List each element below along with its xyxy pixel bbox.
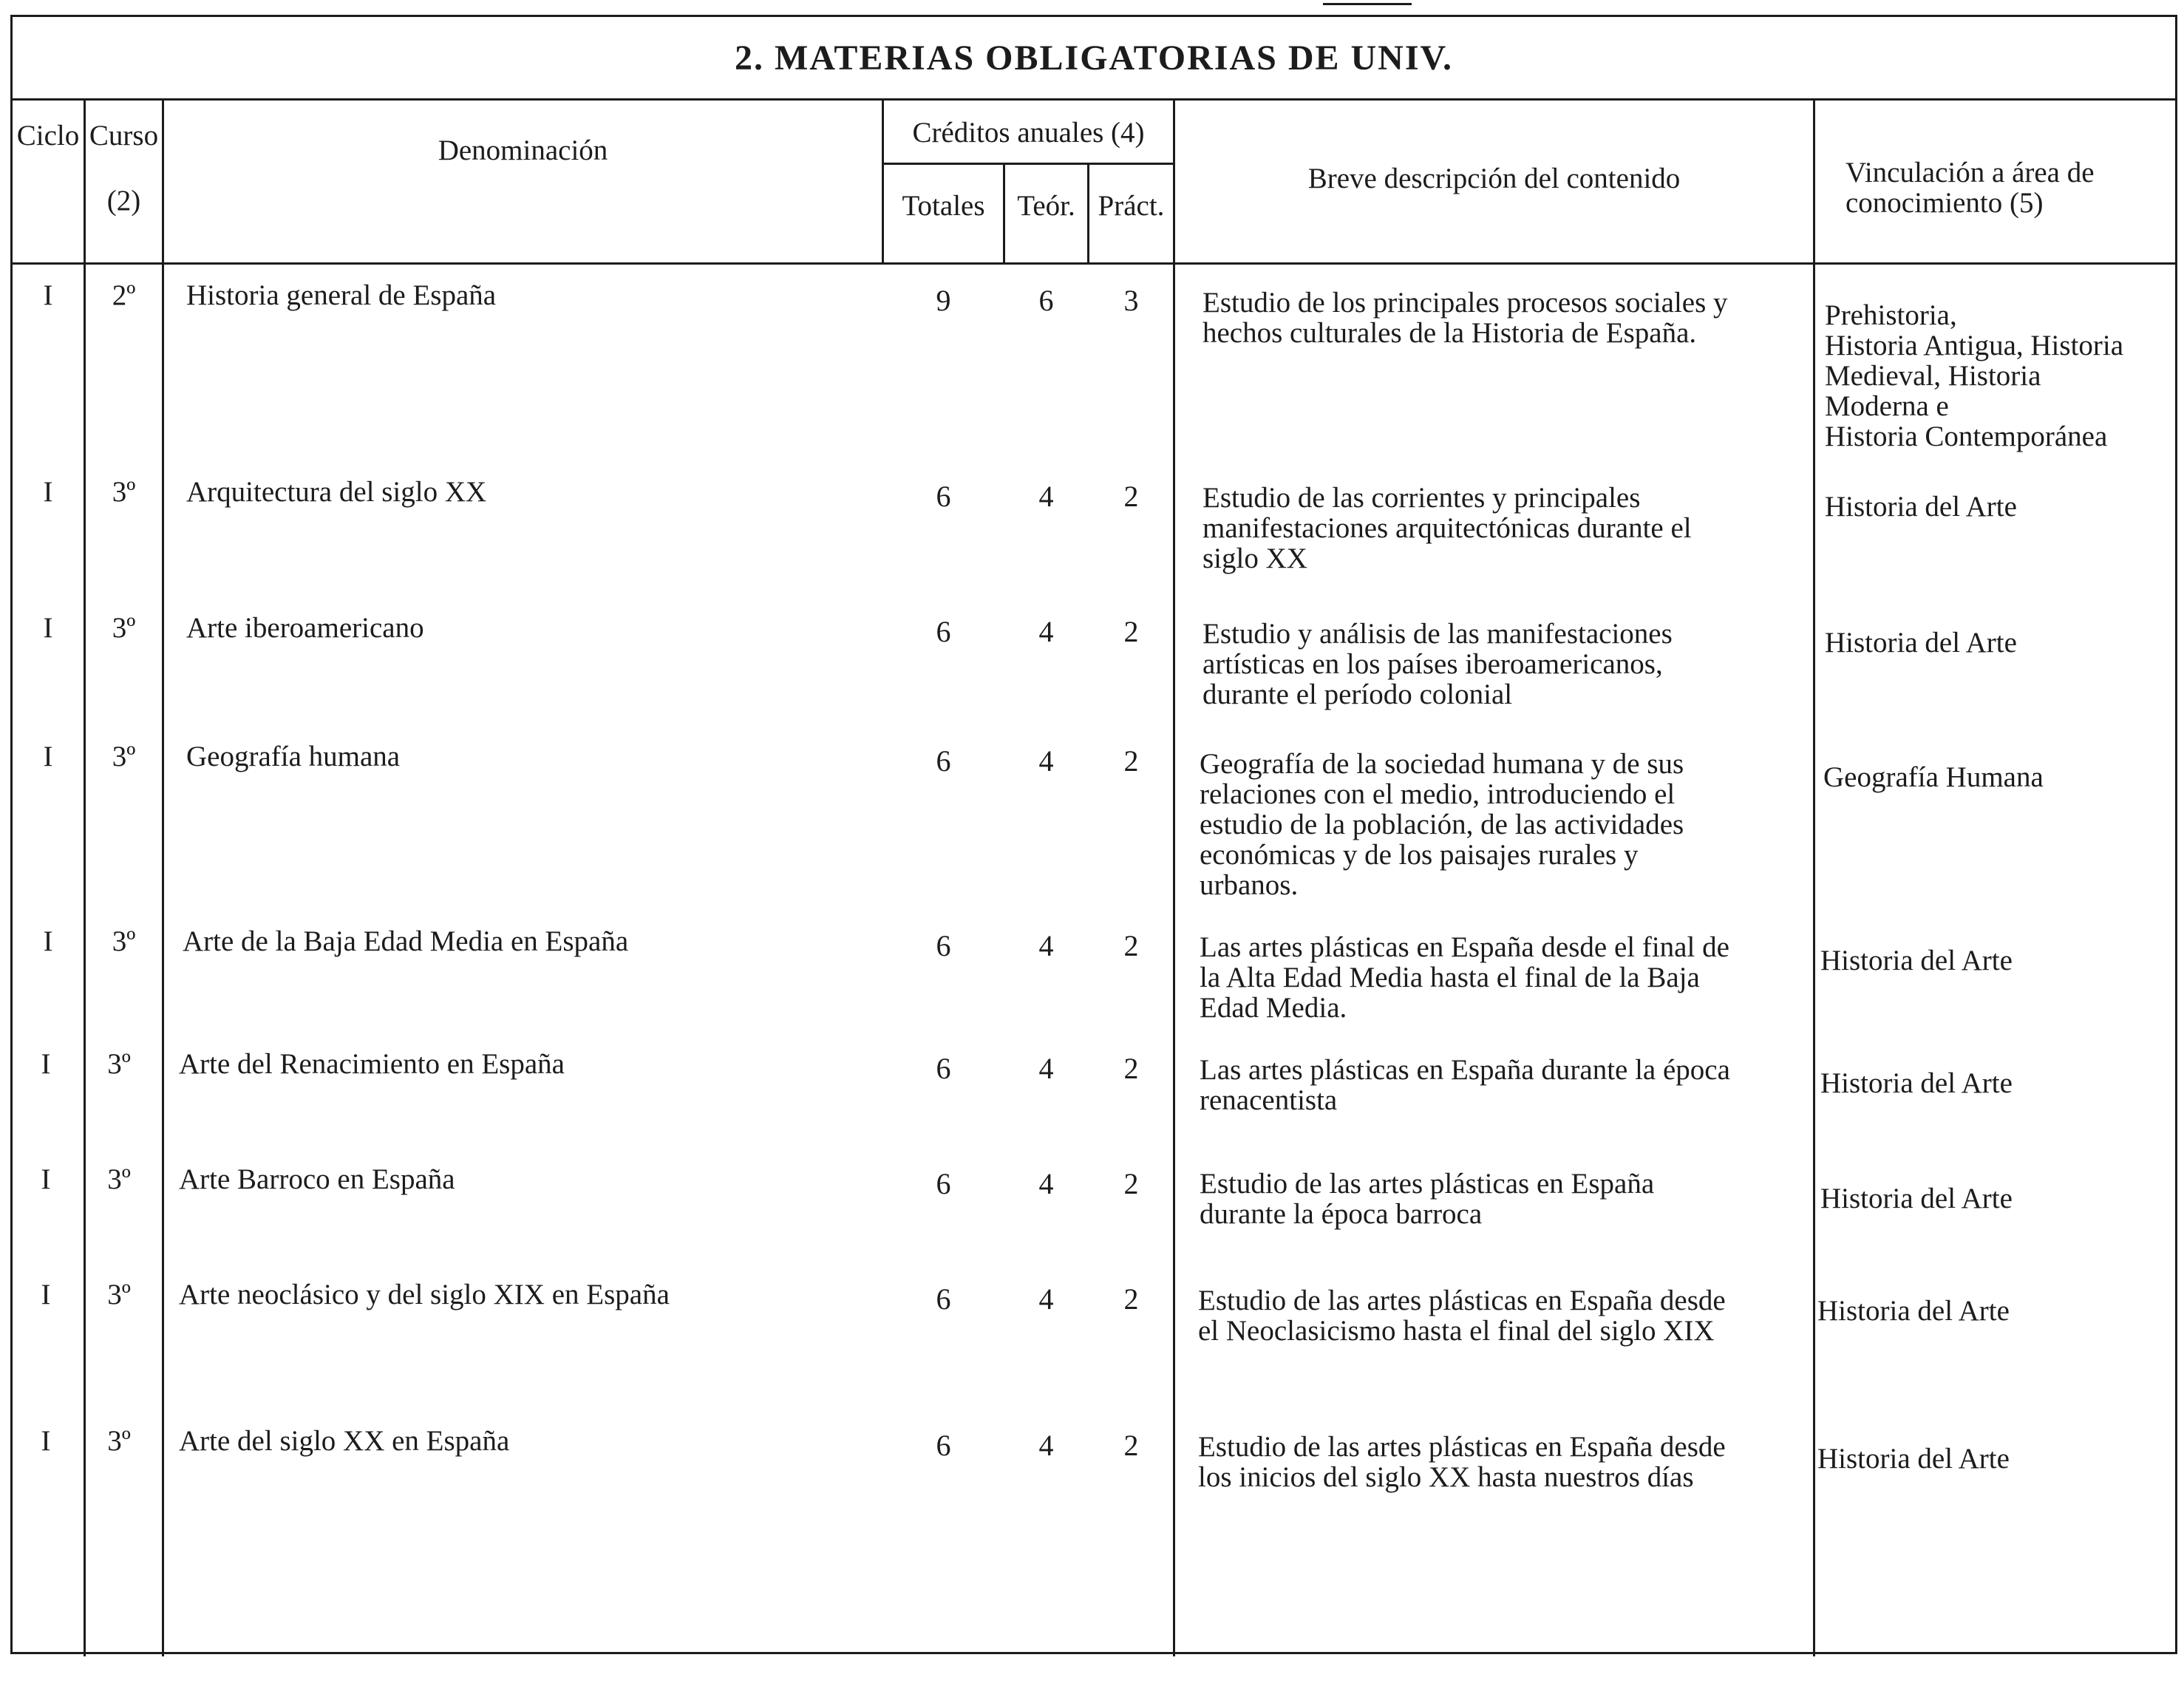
row8-descripcion: Estudio de las artes plásticas en España desde el Neoclasicismo hasta el final del siglo XIX xyxy=(1198,1285,1726,1347)
row6-vinculacion: Historia del Arte xyxy=(1820,1067,2013,1099)
row2-ciclo: I xyxy=(43,476,53,508)
row8-denominacion: Arte neoclásico y del siglo XIX en España xyxy=(179,1279,670,1310)
row4-denominacion: Geografía humana xyxy=(186,741,401,772)
row6-descripcion: Las artes plásticas en España durante la época renacentista xyxy=(1200,1054,1730,1116)
row4-ciclo: I xyxy=(43,741,53,772)
row1-descripcion: Estudio de los principales procesos sociales y hechos culturales de la Historia de España. xyxy=(1202,287,1728,349)
row7-pract: 2 xyxy=(1123,1167,1139,1200)
row4-vinculacion: Geografía Humana xyxy=(1823,761,2044,793)
row5-curso: 3º xyxy=(112,925,136,957)
row9-curso: 3º xyxy=(107,1425,131,1457)
row6-pract: 2 xyxy=(1123,1052,1139,1085)
row3-denominacion: Arte iberoamericano xyxy=(186,612,424,644)
table-title: 2. MATERIAS OBLIGATORIAS DE UNIV. xyxy=(735,38,1453,78)
row5-vinculacion: Historia del Arte xyxy=(1820,945,2013,976)
row8-ciclo: I xyxy=(41,1279,51,1310)
row9-ciclo: I xyxy=(41,1425,51,1457)
row3-teor: 4 xyxy=(1038,615,1054,648)
row3-curso: 3º xyxy=(112,612,136,644)
row2-totales: 6 xyxy=(936,480,951,513)
row8-vinculacion: Historia del Arte xyxy=(1817,1295,2010,1327)
row4-totales: 6 xyxy=(936,744,951,778)
row1-denominacion: Historia general de España xyxy=(186,279,497,311)
row1-vinculacion: Prehistoria, Historia Antigua, Historia Medieval, Historia Moderna e Historia Contemporánea xyxy=(1825,299,2124,452)
row3-ciclo: I xyxy=(43,612,53,644)
divider-ciclo-curso xyxy=(84,101,86,1656)
row2-curso: 3º xyxy=(112,476,136,508)
row9-denominacion: Arte del siglo XX en España xyxy=(179,1425,510,1457)
row9-teor: 4 xyxy=(1038,1429,1054,1462)
header-bottom-rule xyxy=(13,262,2177,265)
header-vinculacion: Vinculación a área de conocimiento (5) xyxy=(1845,157,2095,219)
row9-totales: 6 xyxy=(936,1429,951,1462)
row4-pract: 2 xyxy=(1123,744,1139,778)
header-creditos: Créditos anuales (4) xyxy=(912,117,1145,149)
row1-totales: 9 xyxy=(936,284,951,317)
row7-teor: 4 xyxy=(1038,1167,1054,1200)
row2-teor: 4 xyxy=(1038,480,1054,513)
row7-curso: 3º xyxy=(107,1163,131,1195)
row5-pract: 2 xyxy=(1123,929,1139,962)
row8-totales: 6 xyxy=(936,1282,951,1316)
row7-descripcion: Estudio de las artes plásticas en España durante la época barroca xyxy=(1200,1168,1655,1230)
row1-teor: 6 xyxy=(1038,284,1054,317)
row4-curso: 3º xyxy=(112,741,136,772)
header-teor: Teór. xyxy=(1017,190,1075,222)
header-pract: Práct. xyxy=(1098,190,1165,222)
divider-creditos-descripcion xyxy=(1173,101,1175,1656)
row1-ciclo: I xyxy=(43,279,53,311)
row4-teor: 4 xyxy=(1038,744,1054,778)
top-rule-mark xyxy=(1323,3,1412,5)
row7-ciclo: I xyxy=(41,1163,51,1195)
row9-descripcion: Estudio de las artes plásticas en España desde los inicios del siglo XX hasta nuestros días xyxy=(1198,1431,1726,1493)
row8-teor: 4 xyxy=(1038,1282,1054,1316)
table-title-band xyxy=(13,17,2175,101)
row5-totales: 6 xyxy=(936,929,951,962)
row6-totales: 6 xyxy=(936,1052,951,1085)
row2-descripcion: Estudio de las corrientes y principales manifestaciones arquitectónicas durante el siglo XX xyxy=(1202,482,1692,574)
row3-vinculacion: Historia del Arte xyxy=(1825,627,2017,659)
creditos-subheader-rule xyxy=(882,163,1173,165)
header-descripcion: Breve descripción del contenido xyxy=(1307,163,1681,194)
row5-descripcion: Las artes plásticas en España desde el final de la Alta Edad Media hasta el final de la Baja Edad Media. xyxy=(1200,931,1729,1024)
row1-pract: 3 xyxy=(1123,284,1139,317)
row6-denominacion: Arte del Renacimiento en España xyxy=(179,1048,565,1080)
row9-vinculacion: Historia del Arte xyxy=(1817,1443,2010,1475)
row6-curso: 3º xyxy=(107,1048,131,1080)
row7-vinculacion: Historia del Arte xyxy=(1820,1183,2013,1214)
row6-teor: 4 xyxy=(1038,1052,1054,1085)
header-curso: Curso xyxy=(89,120,159,152)
divider-descripcion-vinculacion xyxy=(1813,101,1815,1656)
header-totales: Totales xyxy=(902,190,985,222)
row5-denominacion: Arte de la Baja Edad Media en España xyxy=(183,925,629,957)
row1-curso: 2º xyxy=(112,279,136,311)
row3-totales: 6 xyxy=(936,615,951,648)
row5-ciclo: I xyxy=(43,925,53,957)
divider-curso-denominacion xyxy=(162,101,164,1656)
row2-denominacion: Arquitectura del siglo XX xyxy=(186,476,487,508)
row9-pract: 2 xyxy=(1123,1429,1139,1462)
row8-pract: 2 xyxy=(1123,1282,1139,1316)
row3-descripcion: Estudio y análisis de las manifestaciones artísticas en los países iberoamericanos, durante el período colonial xyxy=(1202,618,1673,710)
header-curso-note: (2) xyxy=(106,185,141,217)
row2-vinculacion: Historia del Arte xyxy=(1825,491,2017,523)
row3-pract: 2 xyxy=(1123,615,1139,648)
row8-curso: 3º xyxy=(107,1279,131,1310)
curriculum-table xyxy=(10,15,2177,1654)
row5-teor: 4 xyxy=(1038,929,1054,962)
row4-descripcion: Geografía de la sociedad humana y de sus relaciones con el medio, introduciendo el estudio de la población, de las actividades económicas y de los paisajes rurales y urbanos. xyxy=(1200,748,1684,901)
header-denominacion: Denominación xyxy=(438,135,608,166)
row7-totales: 6 xyxy=(936,1167,951,1200)
row6-ciclo: I xyxy=(41,1048,51,1080)
header-ciclo: Ciclo xyxy=(16,120,80,152)
row2-pract: 2 xyxy=(1123,480,1139,513)
row7-denominacion: Arte Barroco en España xyxy=(179,1163,455,1195)
